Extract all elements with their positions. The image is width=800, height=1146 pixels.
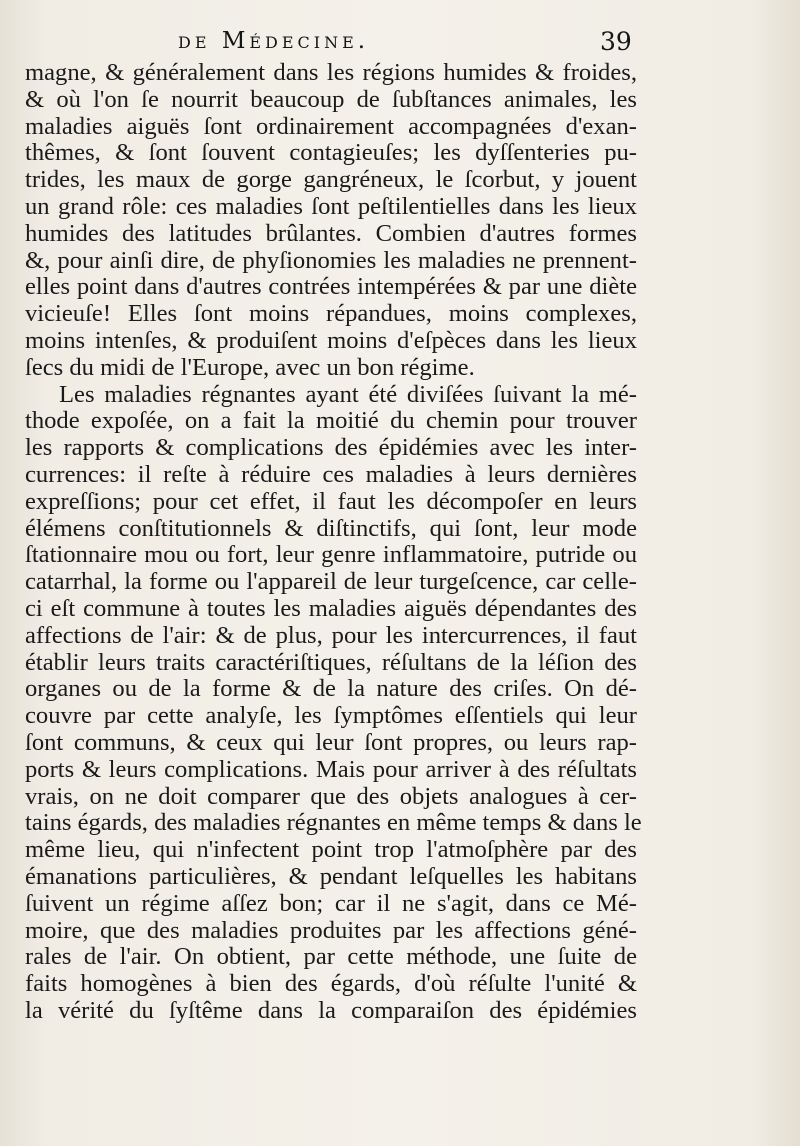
paragraph: [25, 380, 642, 1025]
text-line: humides des latitudes brûlantes. Combien d'autres formes: [25, 219, 637, 247]
text-line: expreſſions; pour cet effet, il faut les décompoſer en leurs: [25, 487, 637, 515]
paragraph: [25, 60, 637, 382]
text-line: affections de l'air: & de plus, pour les intercurrences, il faut: [25, 621, 637, 649]
text-line: organes ou de la forme & de la nature des criſes. On dé-: [25, 675, 637, 703]
text-line: ſuivent un régime aſſez bon; car il ne s'agit, dans ce Mé-: [25, 889, 637, 917]
page-header: [0, 26, 800, 62]
text-line: vrais, on ne doit comparer que des objets analogues à cer-: [25, 782, 637, 810]
text-line: élémens conſtitutionnels & diſtinctifs, qui ſont, leur mode: [25, 514, 637, 542]
text-line: les rapports & complications des épidémies avec les inter-: [25, 434, 637, 462]
text-line: ci eſt commune à toutes les maladies aiguës dépendantes des: [25, 594, 637, 622]
text-line: moire, que des maladies produites par les affections géné-: [25, 916, 637, 944]
text-line: & où l'on ſe nourrit beaucoup de ſubſtances animales, les: [25, 85, 637, 113]
text-line: vicieuſe! Elles ſont moins répandues, moins complexes,: [25, 300, 637, 328]
running-title: de Médecine.: [178, 28, 370, 54]
text-line: moins intenſes, & produiſent moins d'eſpèces dans les lieux: [25, 326, 637, 354]
text-line: faits homogènes à bien des égards, d'où réſulte l'unité &: [25, 970, 637, 998]
body-text: [25, 59, 642, 1025]
text-line: la vérité du ſyſtême dans la comparaiſon des épidémies: [25, 996, 637, 1024]
text-line: établir leurs traits caractériſtiques, réſultans de la léſion des: [25, 648, 637, 676]
text-line: ports & leurs complications. Mais pour arriver à des réſultats: [25, 755, 637, 783]
text-line: thêmes, & ſont ſouvent contagieuſes; les dyſſenteries pu-: [25, 139, 637, 167]
text-line: thode expoſée, on a fait la moitié du chemin pour trouver: [25, 407, 637, 435]
text-line: elles point dans d'autres contrées intempérées & par une diète: [25, 273, 637, 301]
text-line: maladies aiguës ſont ordinairement accompagnées d'exan-: [25, 112, 637, 140]
text-line: ſont communs, & ceux qui leur ſont propres, ou leurs rap-: [25, 728, 637, 756]
text-line: un grand rôle: ces maladies ſont peſtilentielles dans les lieux: [25, 192, 637, 220]
text-line: même lieu, qui n'infectent point trop l'atmoſphère par des: [25, 836, 637, 864]
page-number: 39: [600, 27, 632, 56]
text-line: ſtationnaire mou ou fort, leur genre inflammatoire, putride ou: [25, 541, 637, 569]
text-line: &, pour ainſi dire, de phyſionomies les maladies ne prennent-: [25, 246, 637, 274]
text-line: couvre par cette analyſe, les ſymptômes eſſentiels qui leur: [25, 702, 637, 730]
text-line: rales de l'air. On obtient, par cette méthode, une ſuite de: [25, 943, 637, 971]
text-line: trides, les maux de gorge gangréneux, le ſcorbut, y jouent: [25, 166, 637, 194]
text-line: Les maladies régnantes ayant été diviſées ſuivant la mé-: [59, 380, 637, 408]
text-line: magne, & généralement dans les régions humides & froides,: [25, 59, 637, 86]
text-line: émanations particulières, & pendant leſquelles les habitans: [25, 862, 637, 890]
text-line: tains égards, des maladies régnantes en même temps & dans le: [25, 809, 642, 837]
text-line: currences: il reſte à réduire ces maladies à leurs dernières: [25, 460, 637, 488]
text-line: ſecs du midi de l'Europe, avec un bon régime.: [25, 353, 475, 381]
text-line: catarrhal, la forme ou l'appareil de leur turgeſcence, car celle-: [25, 568, 637, 596]
